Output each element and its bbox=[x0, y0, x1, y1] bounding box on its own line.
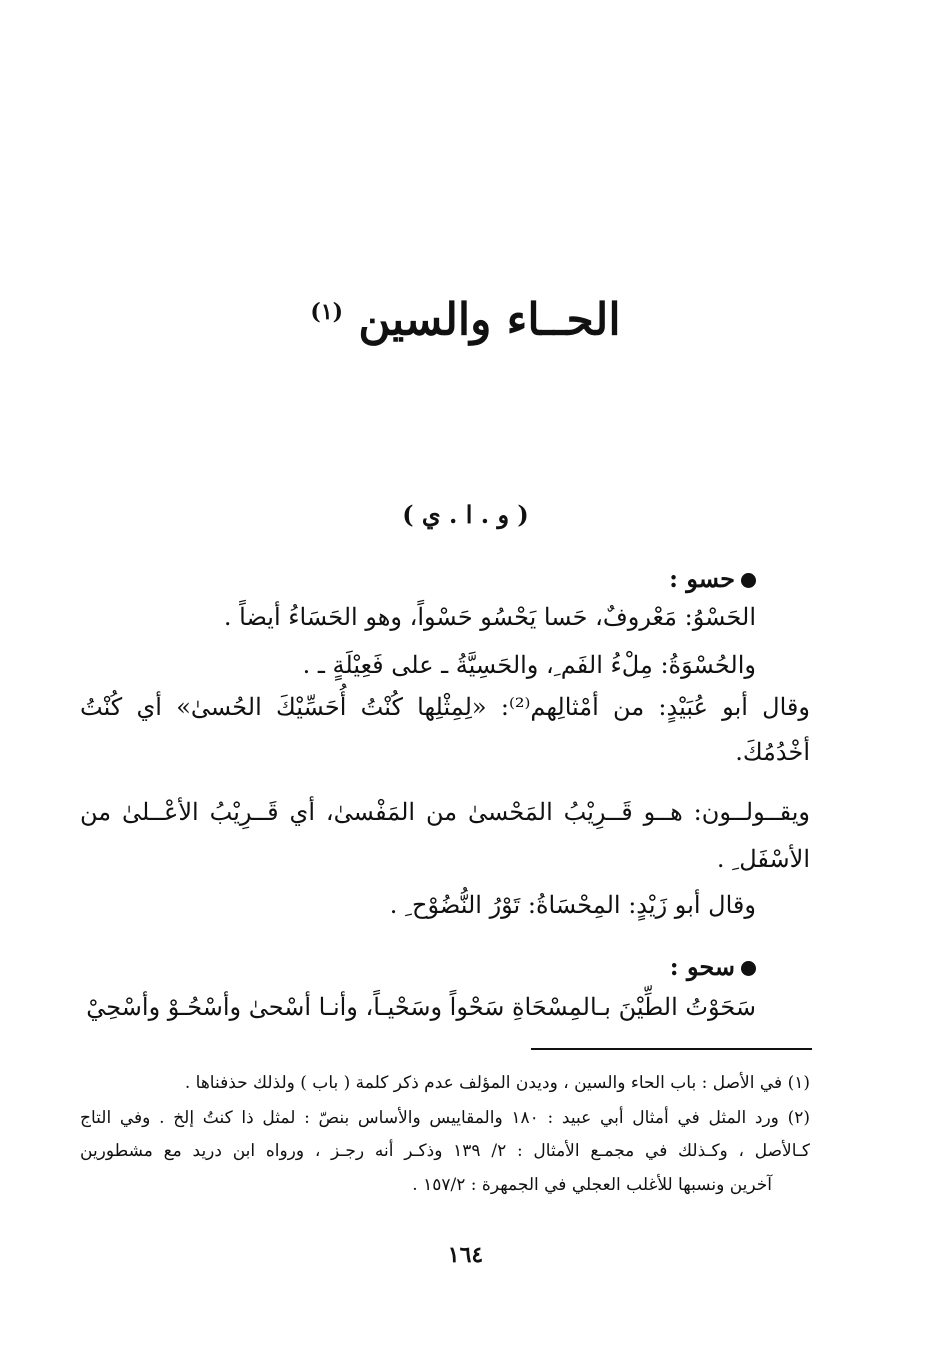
entry-heading-sahw bbox=[80, 948, 756, 986]
entry-line: وقال أبو زَيْدٍ: المِحْسَاةُ: تَوْرُ النُّضُوْح ِ . bbox=[389, 891, 756, 919]
footnote-line: آخرين ونسبها للأغلب العجلي في الجمهرة : ١٥٧/٢ . bbox=[412, 1175, 772, 1195]
root-heading: ( و . ا . ي ) bbox=[402, 500, 529, 529]
chapter-title-footnote-marker: (١) bbox=[310, 299, 344, 325]
footnote-line: (٢) ورد المثل في أمثال أبي عبيد : ١٨٠ والمقاييس والأساس بنصّ : لمثل ذا كنتُ إلخ . وفي التاج bbox=[80, 1108, 810, 1128]
entry-line: ويقــولــون: هــو قَــرِيْبُ المَحْسىٰ من المَفْسىٰ، أي قَــرِيْبُ الأعْــلىٰ من bbox=[80, 798, 810, 826]
chapter-title-text: الحــاء والسين bbox=[358, 294, 621, 346]
entry-line: والحُسْوَةُ: مِلْءُ الفَم ِ، والحَسِيَّةُ ـ على فَعِيْلَةٍ ـ . bbox=[302, 651, 756, 679]
entry-line: أخْدُمُكَ. bbox=[735, 738, 810, 766]
bullet-icon bbox=[741, 573, 756, 588]
footnote-separator bbox=[531, 1048, 812, 1050]
entry-line: الحَسْوُ: مَعْروفٌ، حَسا يَحْسُو حَسْواً، وهو الحَسَاءُ أيضاً . bbox=[223, 603, 756, 631]
entry-heading-text: حسو : bbox=[669, 564, 735, 593]
page-number: ١٦٤ bbox=[447, 1242, 484, 1268]
entry-line: سَحَوْتُ الطِّيْنَ بـالمِسْحَاةِ سَحْواً وسَحْيـاً، وأنـا أسْحىٰ وأسْحُـوْ وأسْحِيْ bbox=[86, 993, 756, 1021]
entry-heading-text: سحو : bbox=[669, 952, 735, 981]
entry-line: الأسْفَل ِ . bbox=[716, 845, 810, 873]
footnote-line: كـالأصل ، وكـذلك في مجمـع الأمثال : ٢/ ١٣٩ وذكـر أنه رجـز ، ورواه ابن دريد مع مشطورين bbox=[80, 1141, 811, 1161]
entry-heading-hasw bbox=[80, 560, 756, 598]
bullet-icon bbox=[741, 961, 756, 976]
entry-line: وقال أبو عُبَيْدٍ: من أمْثالِهم⁽²⁾: «لِمِثْلِها كُنْتُ أُحَسِّيْكَ الحُسىٰ» أي كُنْتُ bbox=[80, 693, 810, 721]
chapter-title bbox=[0, 282, 931, 351]
footnote-line: (١) في الأصل : باب الحاء والسين ، وديدن المؤلف عدم ذكر كلمة ( باب ) ولذلك حذفناها . bbox=[184, 1073, 810, 1093]
